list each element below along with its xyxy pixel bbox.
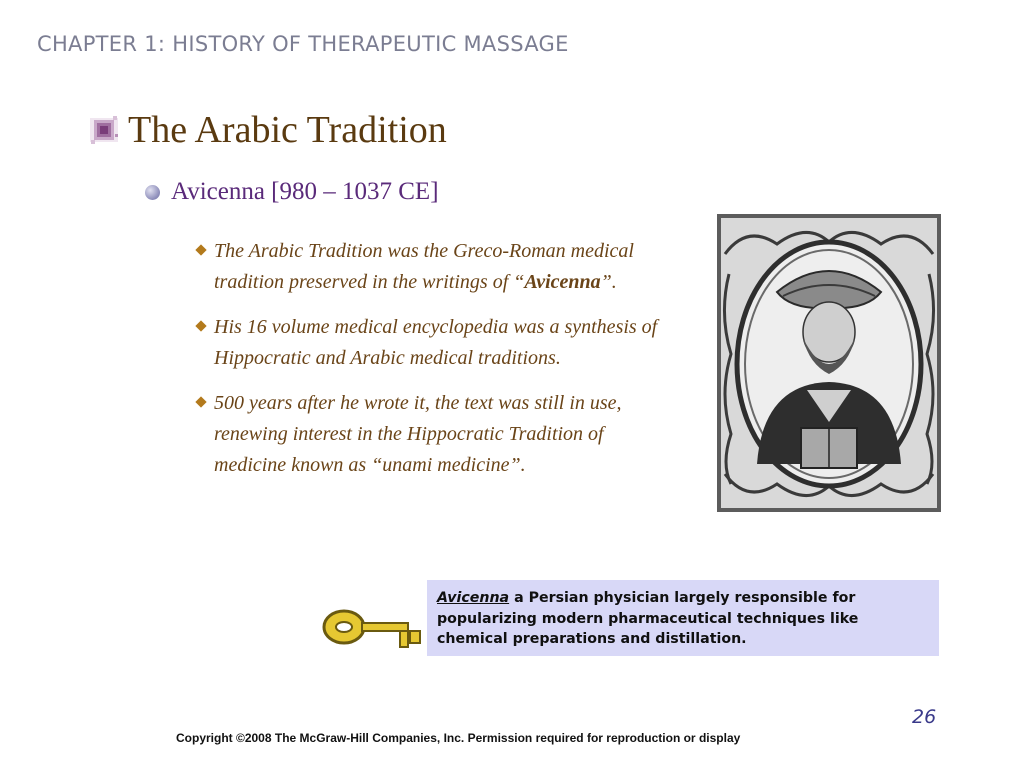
diamond-bullet-icon	[196, 245, 207, 256]
definition-term: Avicenna	[437, 590, 510, 606]
page-number: 26	[912, 706, 937, 728]
chapter-header: CHAPTER 1: HISTORY OF THERAPEUTIC MASSAGE	[37, 32, 569, 56]
list-item	[196, 236, 676, 298]
title-row	[88, 108, 447, 152]
mosaic-bullet-icon	[88, 114, 120, 146]
slide-title: The Arabic Tradition	[128, 109, 447, 151]
copyright-notice: Copyright ©2008 The McGraw-Hill Companies, Inc. Permission required for reproduction or display	[176, 731, 741, 745]
bullet-text: The Arabic Tradition was the Greco-Roman medical tradition preserved in the writings of “Avicenna”.	[214, 240, 634, 293]
definition-text: a Persian physician largely responsible for popularizing modern pharmaceutical techniques like chemical preparations and distillation.	[437, 590, 859, 647]
list-item	[196, 312, 676, 374]
subtitle-row	[145, 178, 439, 206]
list-item	[196, 388, 676, 481]
definition-box	[427, 580, 939, 656]
diamond-bullet-icon	[196, 321, 207, 332]
slide-subtitle: Avicenna [980 – 1037 CE]	[171, 178, 439, 205]
bullet-list	[196, 236, 676, 495]
avicenna-portrait	[717, 214, 941, 512]
bullet-text: His 16 volume medical encyclopedia was a synthesis of Hippocratic and Arabic medical traditions.	[214, 316, 658, 369]
diamond-bullet-icon	[196, 397, 207, 408]
bullet-text: 500 years after he wrote it, the text was still in use, renewing interest in the Hippocratic Tradition of medicine known as “unami medicine”.	[214, 392, 622, 476]
key-icon	[320, 603, 430, 655]
sphere-bullet-icon	[145, 185, 160, 200]
